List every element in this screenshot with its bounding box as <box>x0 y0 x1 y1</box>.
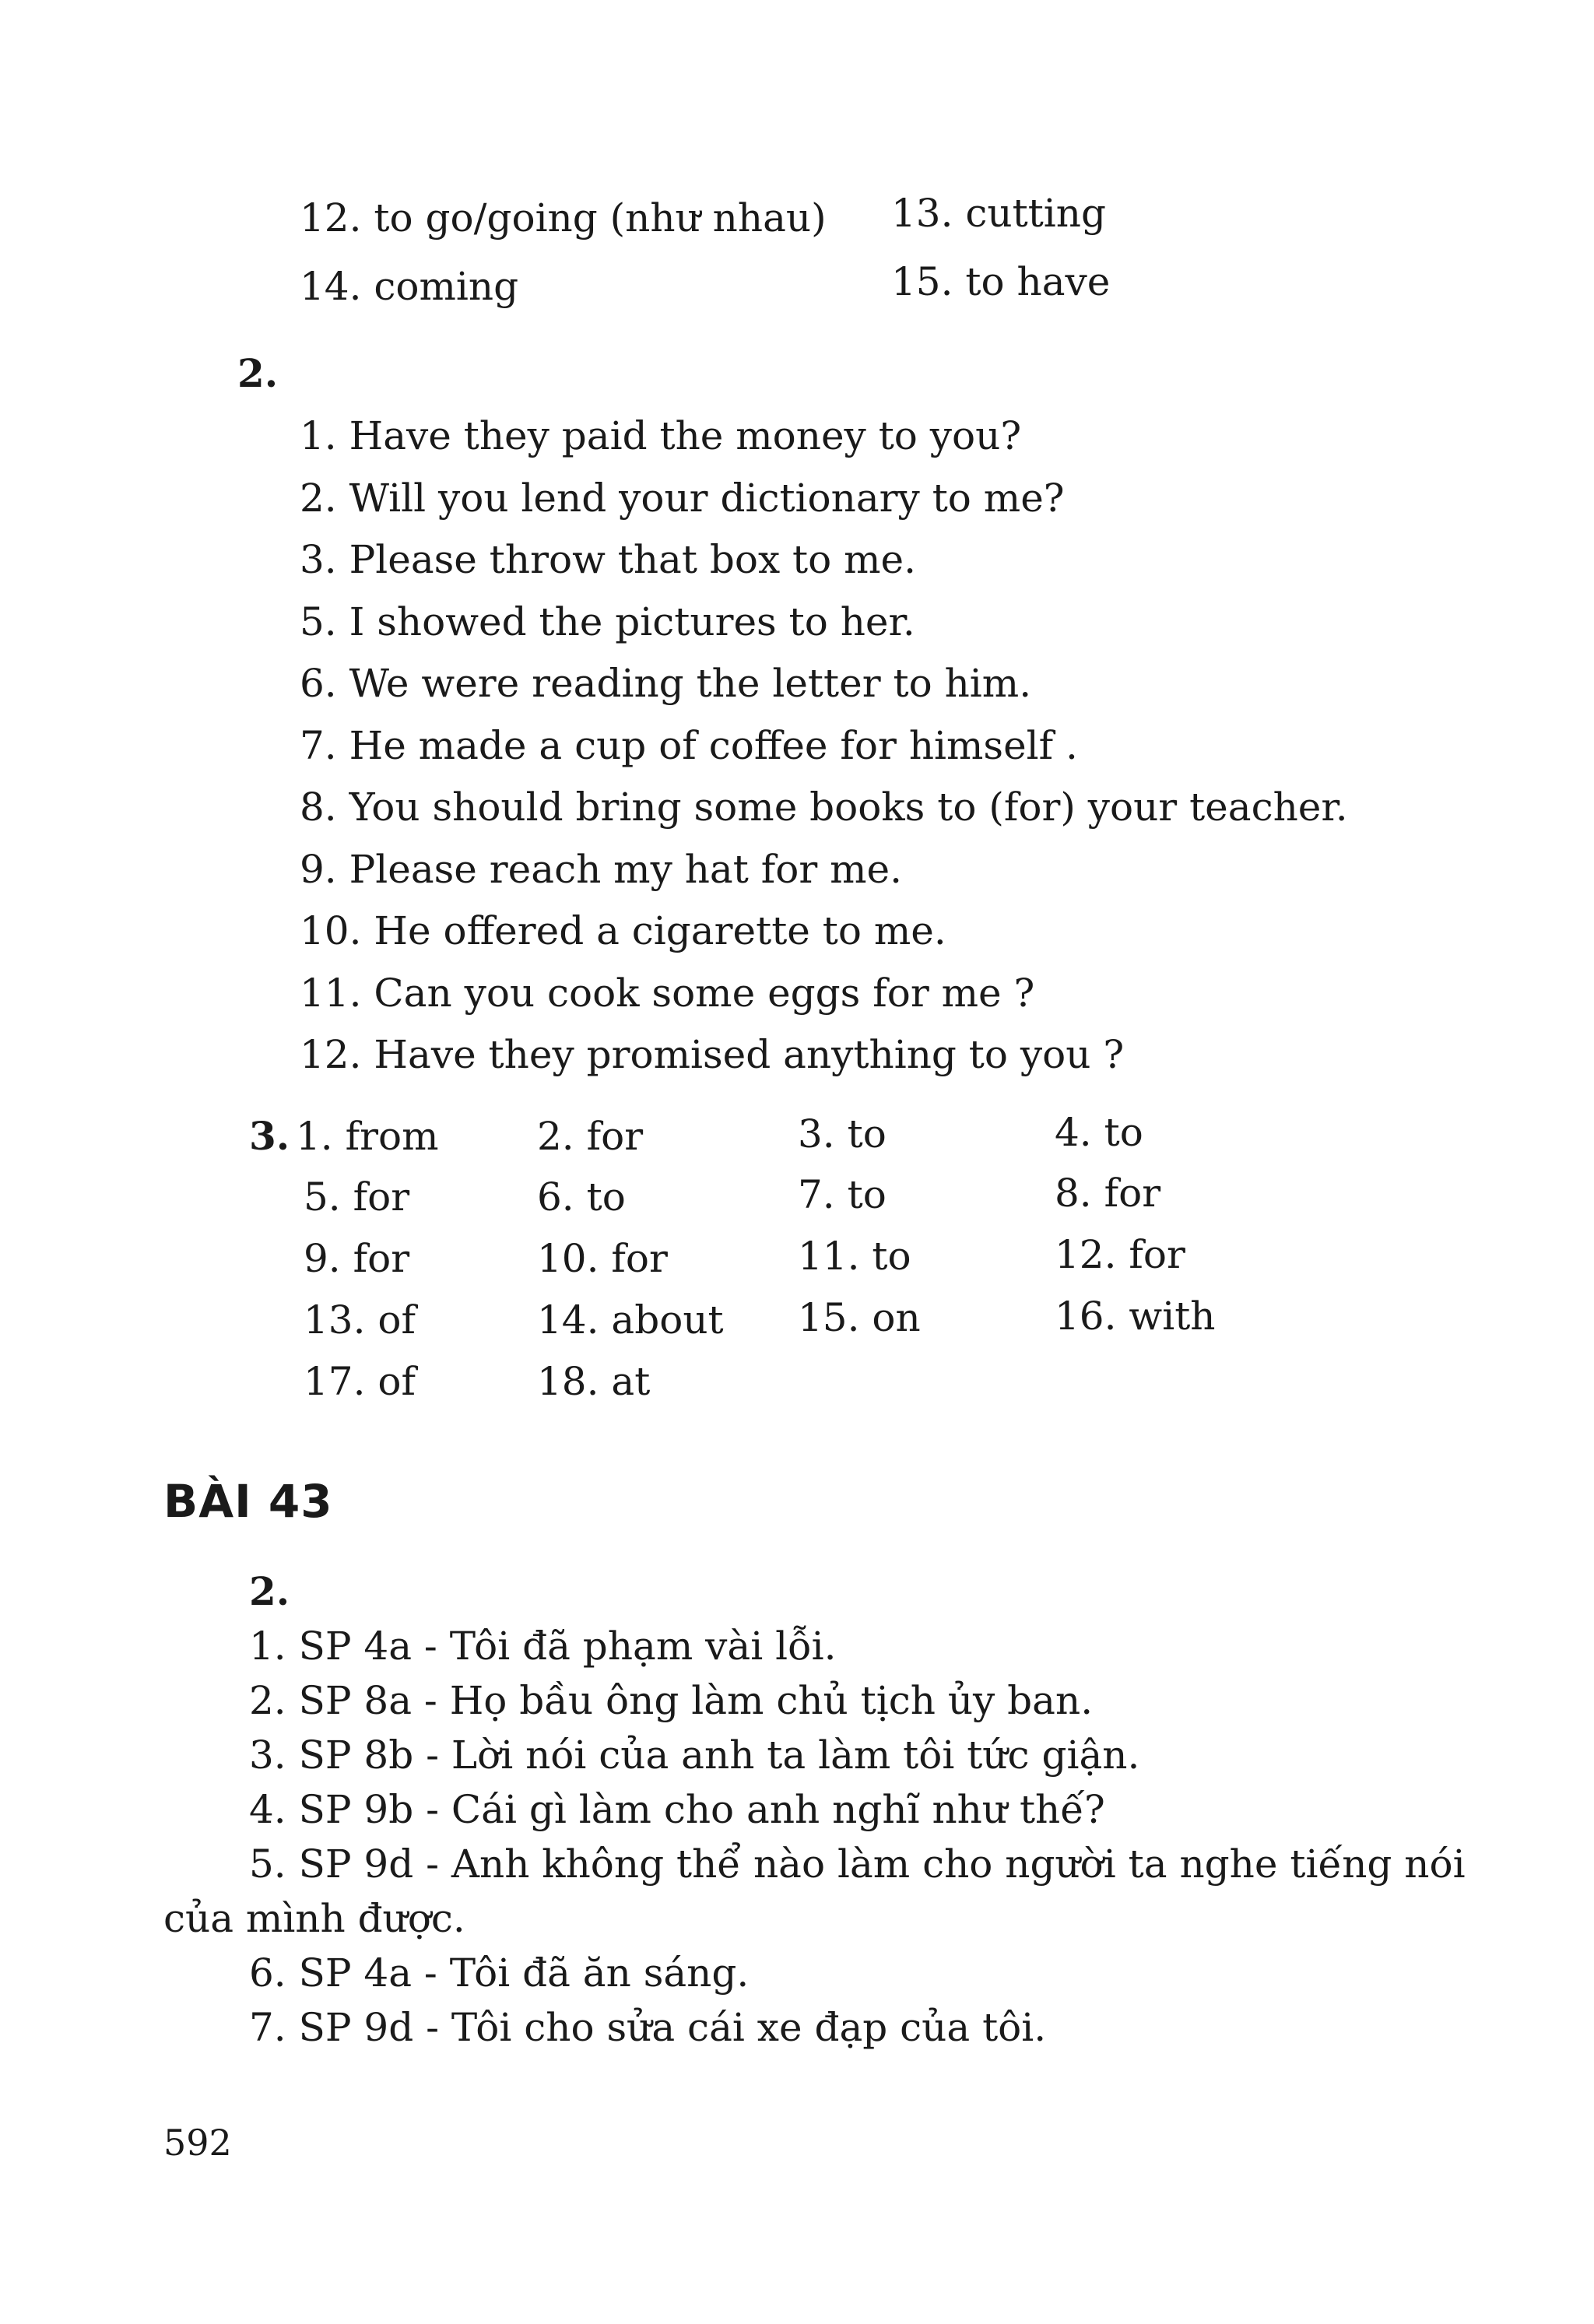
lesson-answer-item: 3. SP 8b - Lời nói của anh ta làm tôi tức giận. <box>249 1732 1140 1778</box>
lesson-answer-item: 6. SP 4a - Tôi đã ăn sáng. <box>249 1950 750 1996</box>
answer-item: 13. cutting <box>891 191 1107 236</box>
lesson-answer-item: 2. SP 8a - Họ bầu ông làm chủ tịch ủy ban. <box>249 1678 1094 1723</box>
section-label: 3. <box>249 1113 290 1159</box>
grid-cell: 7. to <box>798 1172 887 1217</box>
sentence-item: 11. Can you cook some eggs for me ? <box>300 970 1035 1016</box>
section-label: 2. <box>237 350 279 396</box>
page-number: 592 <box>163 2122 232 2164</box>
answer-pairs <box>300 191 1195 335</box>
answer-item: 15. to have <box>891 259 1111 304</box>
section-label: 2. <box>249 1568 290 1614</box>
grid-cell: 18. at <box>537 1359 651 1404</box>
answer-pair-row <box>300 259 1195 335</box>
sentence-item: 5. I showed the pictures to her. <box>300 599 915 644</box>
answer-pair-row <box>300 191 1195 267</box>
sentence-item: 2. Will you lend your dictionary to me? <box>300 475 1065 521</box>
lesson-answer-item: 1. SP 4a - Tôi đã phạm vài lỗi. <box>249 1624 837 1669</box>
grid-cell: 5. for <box>304 1174 410 1220</box>
grid-cell: 6. to <box>537 1174 626 1220</box>
grid-cell: 9. for <box>304 1236 410 1281</box>
answer-item: 12. to go/going (như nhau) <box>300 195 827 240</box>
sentence-item: 1. Have they paid the money to you? <box>300 413 1022 458</box>
sentence-item: 10. He offered a cigarette to me. <box>300 908 946 953</box>
answer-item: 14. coming <box>300 264 519 309</box>
grid-cell: 16. with <box>1055 1294 1216 1339</box>
grid-cell: 8. for <box>1055 1171 1161 1216</box>
grid-cell: 10. for <box>537 1236 668 1281</box>
grid-cell: 2. for <box>537 1114 644 1159</box>
sentence-item: 9. Please reach my hat for me. <box>300 846 903 892</box>
grid-cell: 11. to <box>798 1234 911 1279</box>
lesson-answer-item: 7. SP 9d - Tôi cho sửa cái xe đạp của tôi. <box>249 2005 1047 2050</box>
grid-cell: 14. about <box>537 1297 724 1343</box>
grid-cell: 3. to <box>798 1111 887 1157</box>
lesson-answer-item: 5. SP 9d - Anh không thể nào làm cho người ta nghe tiếng nói <box>249 1841 1466 1887</box>
lesson-answer-continuation: của mình được. <box>163 1896 465 1941</box>
grid-cell: 12. for <box>1055 1232 1185 1277</box>
lesson-answer-item: 4. SP 9b - Cái gì làm cho anh nghĩ như thế? <box>249 1787 1105 1832</box>
sentence-item: 3. Please throw that box to me. <box>300 537 917 582</box>
sentence-item: 12. Have they promised anything to you ? <box>300 1032 1125 1077</box>
grid-cell: 17. of <box>304 1359 416 1404</box>
grid-cell: 1. from <box>296 1114 439 1159</box>
grid-cell: 4. to <box>1055 1110 1143 1155</box>
sentence-item: 6. We were reading the letter to him. <box>300 661 1032 706</box>
sentence-item: 7. He made a cup of coffee for himself . <box>300 722 1078 768</box>
lesson-heading: BÀI 43 <box>163 1475 333 1528</box>
sentence-item: 8. You should bring some books to (for) your teacher. <box>300 785 1348 830</box>
grid-cell: 15. on <box>798 1295 921 1340</box>
grid-cell: 13. of <box>304 1297 416 1343</box>
